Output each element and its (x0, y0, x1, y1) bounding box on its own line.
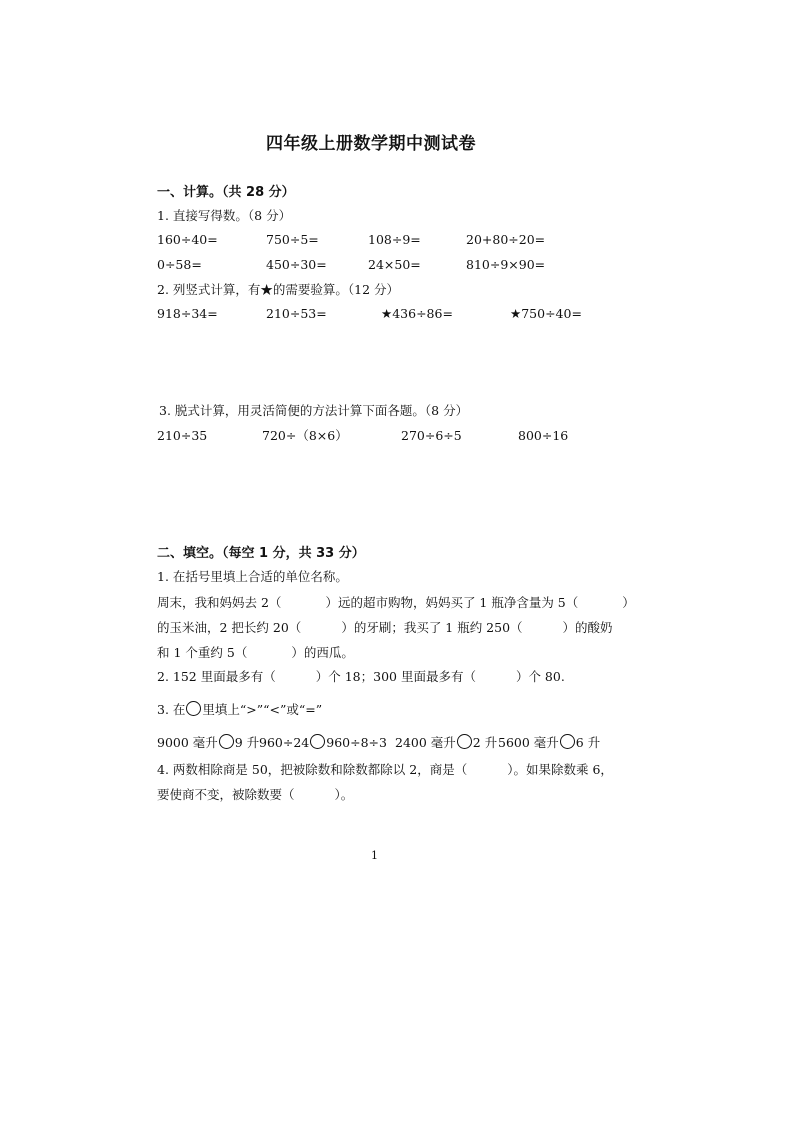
compare-circle-blank[interactable] (219, 734, 234, 749)
vertical-calc-item: 210÷53= (266, 306, 327, 321)
compare-item (395, 734, 497, 750)
page-title: 四年级上册数学期中测试卷 (266, 134, 476, 154)
compare-item (498, 734, 600, 750)
vertical-calc-item: ★436÷86= (381, 306, 453, 321)
question-1-2-label: 2. 列竖式计算，有★的需要验算。（12 分） (157, 282, 400, 297)
stepwise-calc-item: 210÷35 (157, 428, 208, 443)
mental-math-item: 160÷40= (157, 232, 218, 247)
compare-left: 9000 毫升 (157, 735, 218, 750)
compare-right: 960÷8÷3 (326, 735, 387, 750)
text-segment: 里填上“>”“<”或“=” (202, 702, 323, 717)
compare-left: 2400 毫升 (395, 735, 456, 750)
text-segment: ）的西瓜。 (291, 645, 354, 660)
text-segment: ）个 80. (515, 669, 565, 684)
stepwise-calc-item: 720÷（8×6） (262, 428, 348, 443)
compare-right: 2 升 (472, 735, 498, 750)
text-segment: 2. 152 里面最多有（ (157, 669, 276, 684)
text-segment: ）的酸奶 (562, 620, 613, 635)
text-segment: ） (622, 595, 635, 610)
page-number: 1 (371, 849, 378, 862)
question-1-1-label: 1. 直接写得数。（8 分） (157, 208, 292, 223)
question-1-3-label: 3. 脱式计算，用灵活简便的方法计算下面各题。（8 分） (159, 403, 469, 418)
question-2-4-line-1 (157, 764, 613, 777)
question-2-1-line-3 (157, 647, 354, 660)
mental-math-item: 0÷58= (157, 257, 202, 272)
stepwise-calc-item: 800÷16 (518, 428, 569, 443)
question-2-3-label (157, 701, 322, 717)
question-2-1-label: 1. 在括号里填上合适的单位名称。 (157, 569, 348, 584)
text-segment: ）。如果除数乘 6， (507, 762, 613, 777)
compare-circle-blank[interactable] (457, 734, 472, 749)
vertical-calc-item: ★750÷40= (510, 306, 582, 321)
circle-icon (186, 701, 201, 716)
compare-left: 960÷24 (259, 735, 310, 750)
mental-math-item: 20+80÷20= (466, 232, 546, 247)
compare-item (157, 734, 259, 750)
stepwise-calc-item: 270÷6÷5 (401, 428, 462, 443)
mental-math-item: 450÷30= (266, 257, 327, 272)
compare-right: 6 升 (575, 735, 601, 750)
text-segment: 要使商不变，被除数要（ (157, 787, 295, 802)
text-segment: 的玉米油，2 把长约 20（ (157, 620, 302, 635)
text-segment: ）。 (334, 787, 354, 802)
question-2-4-line-2 (157, 789, 353, 802)
mental-math-item: 24×50= (368, 257, 421, 272)
question-2-1-line-1 (157, 597, 635, 610)
section-1-heading: 一、计算。（共 28 分） (157, 185, 295, 200)
text-segment: ）的牙刷；我买了 1 瓶约 250（ (341, 620, 523, 635)
section-2-heading: 二、填空。（每空 1 分，共 33 分） (157, 546, 365, 561)
text-segment: ）个 18；300 里面最多有（ (315, 669, 476, 684)
text-segment: 4. 两数相除商是 50，把被除数和除数都除以 2，商是（ (157, 762, 468, 777)
compare-right: 9 升 (234, 735, 260, 750)
compare-circle-blank[interactable] (310, 734, 325, 749)
text-segment: ）远的超市购物，妈妈买了 1 瓶净含量为 5（ (325, 595, 579, 610)
text-segment: 3. 在 (157, 702, 186, 717)
mental-math-item: 750÷5= (266, 232, 319, 247)
compare-item (259, 734, 387, 750)
text-segment: 周末，我和妈妈去 2（ (157, 595, 282, 610)
question-2-2 (157, 671, 565, 684)
question-2-1-line-2 (157, 622, 613, 635)
mental-math-item: 810÷9×90= (466, 257, 546, 272)
text-segment: 和 1 个重约 5（ (157, 645, 248, 660)
mental-math-item: 108÷9= (368, 232, 421, 247)
compare-left: 5600 毫升 (498, 735, 559, 750)
compare-circle-blank[interactable] (560, 734, 575, 749)
vertical-calc-item: 918÷34= (157, 306, 218, 321)
